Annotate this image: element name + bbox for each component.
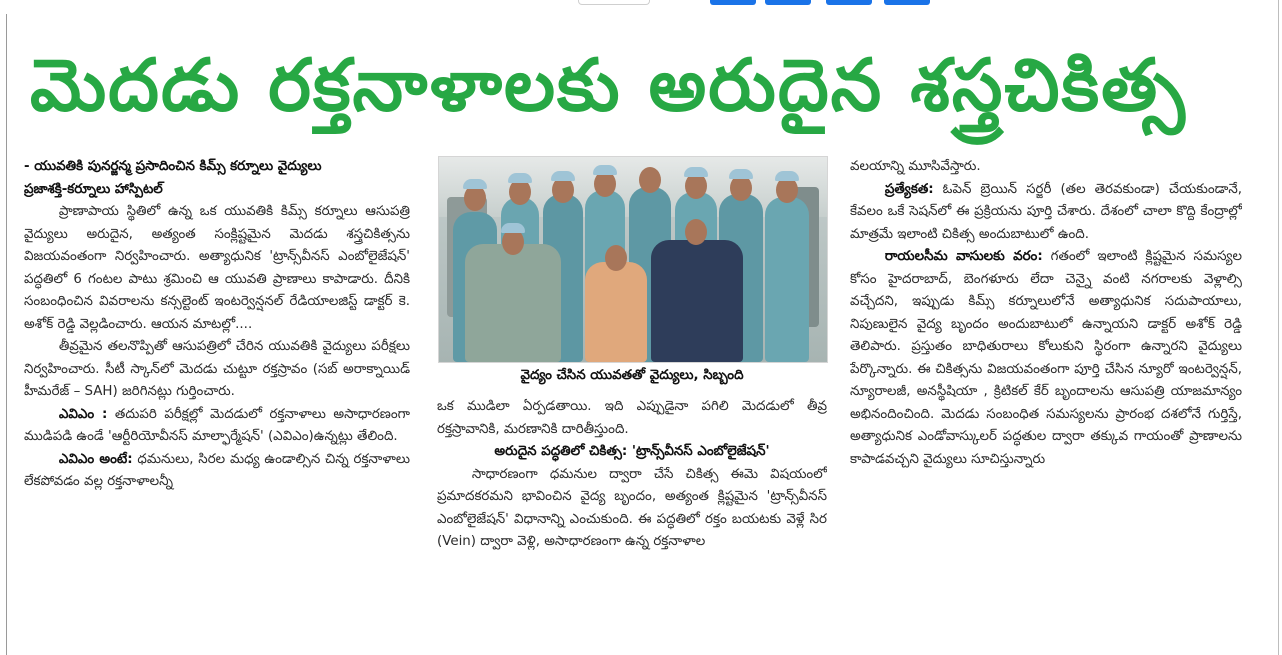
paragraph: వలయాన్ని మూసివేస్తారు. xyxy=(850,159,981,174)
toolbar-tab-1[interactable] xyxy=(710,0,756,5)
toolbar-tab-3[interactable] xyxy=(826,0,872,5)
toolbar-tab-4[interactable] xyxy=(884,0,930,5)
article-byline: ప్రజాశక్తి-కర్నూలు హాస్పిటల్ xyxy=(24,181,163,197)
paragraph-lead: ఎవిఎం : xyxy=(58,406,108,422)
photo-cap xyxy=(775,171,799,181)
photo-person xyxy=(465,244,561,362)
paragraph: ప్రాణాపాయ స్థితిలో ఉన్న ఒక యువతికి కిమ్స్ కర్నూలు ఆసుపత్రి వైద్యులు అరుదైన, అత్యంత సంక్లిష్టమైన మెదడు శస్త్రచికిత్సను విజయవంతంగా నిర్వహించారు. అత్యాధునిక 'ట్రాన్స్‌వీనస్ ఎంబోలైజేషన్' పద్ధతిలో 6 గంటల పాటు శ్రమించి ఆ యువతి ప్రాణాలు కాపాడారు. దీనికి సంబంధించిన వివరాలను కన్సల్టెంట్ ఇంటర్వెన్షనల్ రేడియాలజిస్ట్ డాక్టర్ కె. అశోక్ రెడ్డి వెల్లడించారు. ఆయన మాటల్లో.... xyxy=(24,204,410,332)
photo-cap xyxy=(551,171,575,181)
paragraph: తీవ్రమైన తలనొప్పితో ఆసుపత్రిలో చేరిన యువతికి వైద్యులు పరీక్షలు నిర్వహించారు. సీటీ స్కాన్‌లో మెదడు చుట్టూ రక్తస్రావం (సబ్ అరాక్నాయిడ్ హీమరేజ్ – SAH) జరిగినట్లు గుర్తించారు. xyxy=(24,339,410,399)
photo-cap xyxy=(729,169,753,179)
paragraph xyxy=(850,246,1242,471)
paragraph xyxy=(24,449,410,494)
paragraph: సాధారణంగా ధమనుల ద్వారా చేసే చికిత్స ఈమె విషయంలో ప్రమాదకరమని భావించిన వైద్య బృందం, అత్యంత క్లిష్టమైన 'ట్రాన్స్‌వీనస్ ఎంబోలైజేషన్' విధానాన్ని ఎంచుకుంది. ఈ పద్ధతిలో రక్తం బయటకు వెళ్లే సిర (Vein) ద్వారా వెళ్లి, అసాధారణంగా ఉన్న రక్తనాళాల xyxy=(437,466,827,549)
article-column-2 xyxy=(437,396,827,652)
photo-head xyxy=(639,167,661,193)
paragraph-lead: ప్రత్యేకత: xyxy=(884,181,934,197)
photo-cap xyxy=(501,223,525,233)
paragraph: ఒక ముడిలా ఏర్పడతాయి. ఇది ఎప్పుడైనా పగిలి మెదడులో తీవ్ర రక్తస్రావానికి, మరణానికి దారితీస్తుంది. xyxy=(437,399,827,437)
article-photo xyxy=(438,156,828,363)
article-column-1 xyxy=(24,156,410,652)
article-subhead: - యువతికి పునర్జన్మ ప్రసాదించిన కిమ్స్ కర్నూలు వైద్యులు xyxy=(24,159,322,174)
photo-head xyxy=(685,219,707,245)
section-subhead: అరుదైన పద్ధతిలో చికిత్స: 'ట్రాన్స్‌వీనస్ ఎంబోలైజేషన్' xyxy=(494,444,770,459)
photo-cap xyxy=(508,173,532,183)
top-toolbar-remnant xyxy=(0,0,1282,6)
photo-cap xyxy=(593,165,617,175)
paragraph-text: ఓపెన్ బ్రెయిన్ సర్జరీ (తల తెరవకుండా) చేయకుండానే, కేవలం ఒకే సెషన్‌లో ఈ ప్రక్రియను పూర్తి చేశారు. దేశంలో చాలా కొద్ది కేంద్రాల్లో మాత్రమే ఇలాంటి చికిత్స అందుబాటులో ఉంది. xyxy=(850,181,1242,242)
toolbar-ghost-button[interactable] xyxy=(578,0,650,5)
paragraph-lead: రాయలసీమ వాసులకు వరం: xyxy=(884,249,1043,264)
photo-cap xyxy=(463,179,487,189)
paragraph-text: తదుపరి పరీక్షల్లో మెదడులో రక్తనాళాలు అసాధారణంగా ముడిపడి ఉండే 'ఆర్టీరియోవీనస్ మాల్ఫార్మేషన్' (ఎవిఎం)ఉన్నట్లు తేలింది. xyxy=(24,406,410,444)
photo-person xyxy=(765,197,809,362)
photo-caption: వైద్యం చేసిన యువతతో వైద్యులు, సిబ్బంది xyxy=(520,368,744,383)
photo-head xyxy=(605,245,627,271)
paragraph-lead: ఎవిఎం అంటే: xyxy=(58,451,133,467)
page-border-right xyxy=(1278,0,1279,655)
article-column-3 xyxy=(850,156,1242,652)
toolbar-tab-2[interactable] xyxy=(765,0,811,5)
paragraph xyxy=(850,179,1242,247)
photo-person xyxy=(651,240,743,362)
paragraph-text: గతంలో ఇలాంటి క్లిష్టమైన సమస్యల కోసం హైదరాబాద్, బెంగళూరు లేదా చెన్నై వంటి నగరాలకు వెళ్లాల్సి వచ్చేదని, ఇప్పుడు కిమ్స్ కర్నూలులోనే అత్యాధునిక సదుపాయాలు, నిపుణులైన వైద్య బృందం అందుబాటులో ఉన్నాయని డాక్టర్ అశోక్ రెడ్డి తెలిపారు. ప్రస్తుతం బాధితురాలు కోలుకుని స్థిరంగా ఉన్నారని వైద్యులు పేర్కొన్నారు. ఈ చికిత్సను విజయవంతంగా పూర్తి చేసిన న్యూరో ఇంటర్వెన్షన్, న్యూరాలజీ, అనస్థీషియా , క్రిటికల్ కేర్ బృందాలను ఆసుపత్రి యాజమాన్యం అభినందించింది. మెదడు సంబంధిత సమస్యలను ప్రారంభ దశలోనే గుర్తిస్తే, అత్యాధునిక ఎండోవాస్కులర్ పద్ధతుల ద్వారా తక్కువ గాయంతో ప్రాణాలను కాపాడవచ్చని వైద్యులు సూచిస్తున్నారు xyxy=(850,249,1242,467)
paragraph xyxy=(24,404,410,449)
article-headline: మెదడు రక్తనాళాలకు అరుదైన శస్త్రచికిత్స xyxy=(30,43,1187,127)
photo-person xyxy=(585,262,647,362)
paragraph-text: ధమనులు, సిరల మధ్య ఉండాల్సిన చిన్న రక్తనాళాలు లేకపోవడం వల్ల రక్తనాళాలన్నీ xyxy=(24,451,410,489)
page-border-left xyxy=(6,14,7,655)
photo-cap xyxy=(684,167,708,177)
